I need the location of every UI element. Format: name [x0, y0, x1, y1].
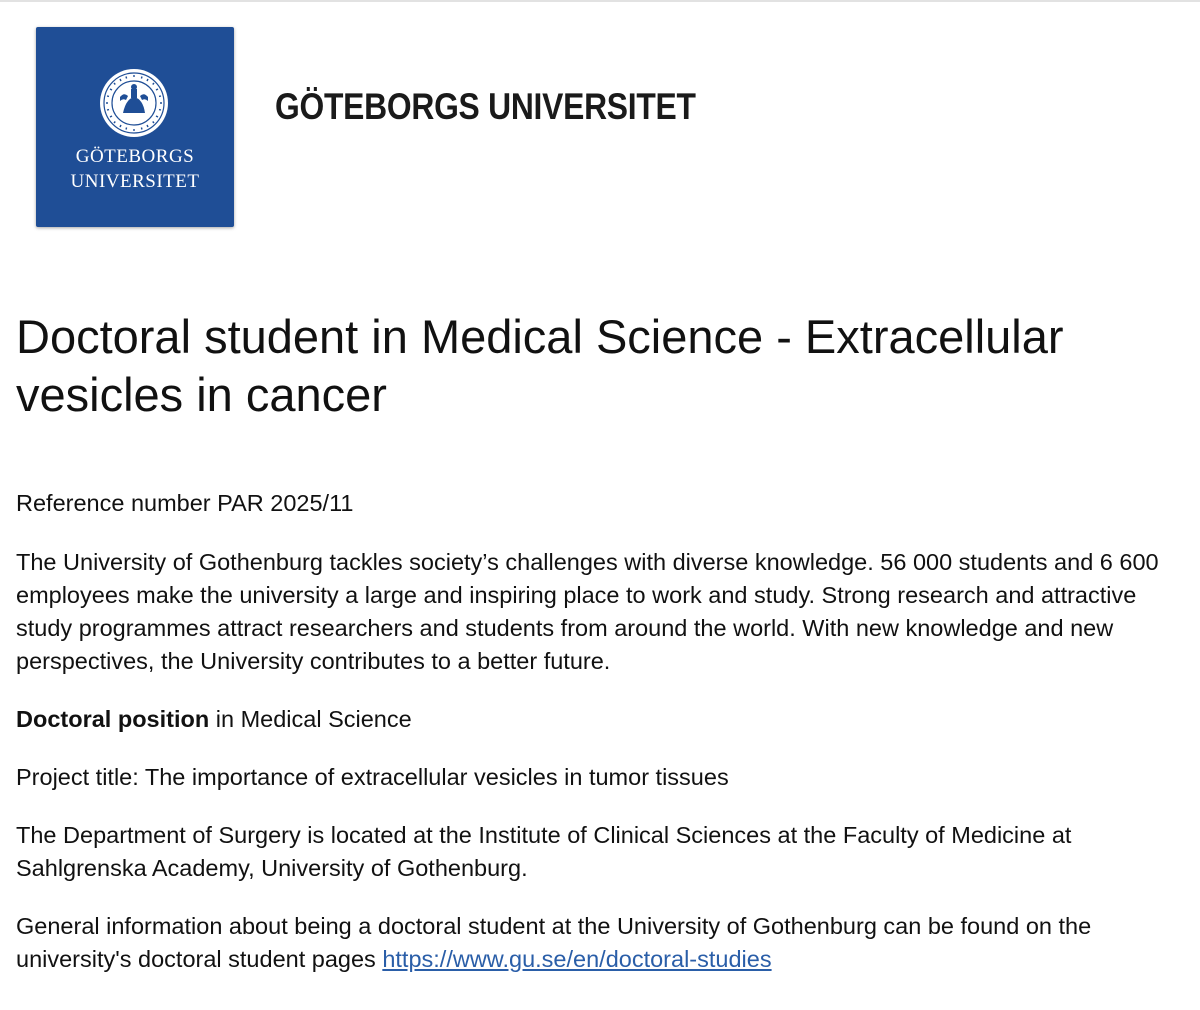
university-seal-icon: [98, 67, 170, 139]
info-paragraph: [16, 910, 1186, 976]
info-text: General information about being a doctoral student at the University of Gothenburg can be found on the university's doctoral student pages: [16, 913, 1092, 972]
reference-number: Reference number PAR 2025/11: [16, 490, 354, 516]
top-divider: [0, 0, 1200, 2]
project-title: Project title: The importance of extracellular vesicles in tumor tissues: [16, 764, 729, 790]
intro-paragraph: The University of Gothenburg tackles society’s challenges with diverse knowledge. 56 000 students and 6 600 employees make the university a large and inspiring place to work and study. Strong research and attractive study programmes attract researchers and students from around the world. With new knowledge and new perspectives, the University contributes to a better future.: [16, 549, 1159, 674]
position-paragraph: [16, 703, 1186, 736]
position-label-rest: in Medical Science: [209, 706, 412, 732]
page-title: Doctoral student in Medical Science - Extracellular vesicles in cancer: [16, 310, 1064, 421]
position-label-bold: Doctoral position: [16, 706, 210, 732]
department-paragraph: The Department of Surgery is located at the Institute of Clinical Sciences at the Faculty of Medicine at Sahlgrenska Academy, University of Gothenburg.: [16, 822, 1072, 881]
logo-text-line2: UNIVERSITET: [70, 171, 200, 192]
university-logo: [36, 27, 234, 227]
university-wordmark: GÖTEBORGS UNIVERSITET: [275, 86, 696, 127]
logo-text-line1: GÖTEBORGS: [75, 146, 195, 167]
doctoral-studies-link[interactable]: https://www.gu.se/en/doctoral-studies: [382, 946, 772, 972]
